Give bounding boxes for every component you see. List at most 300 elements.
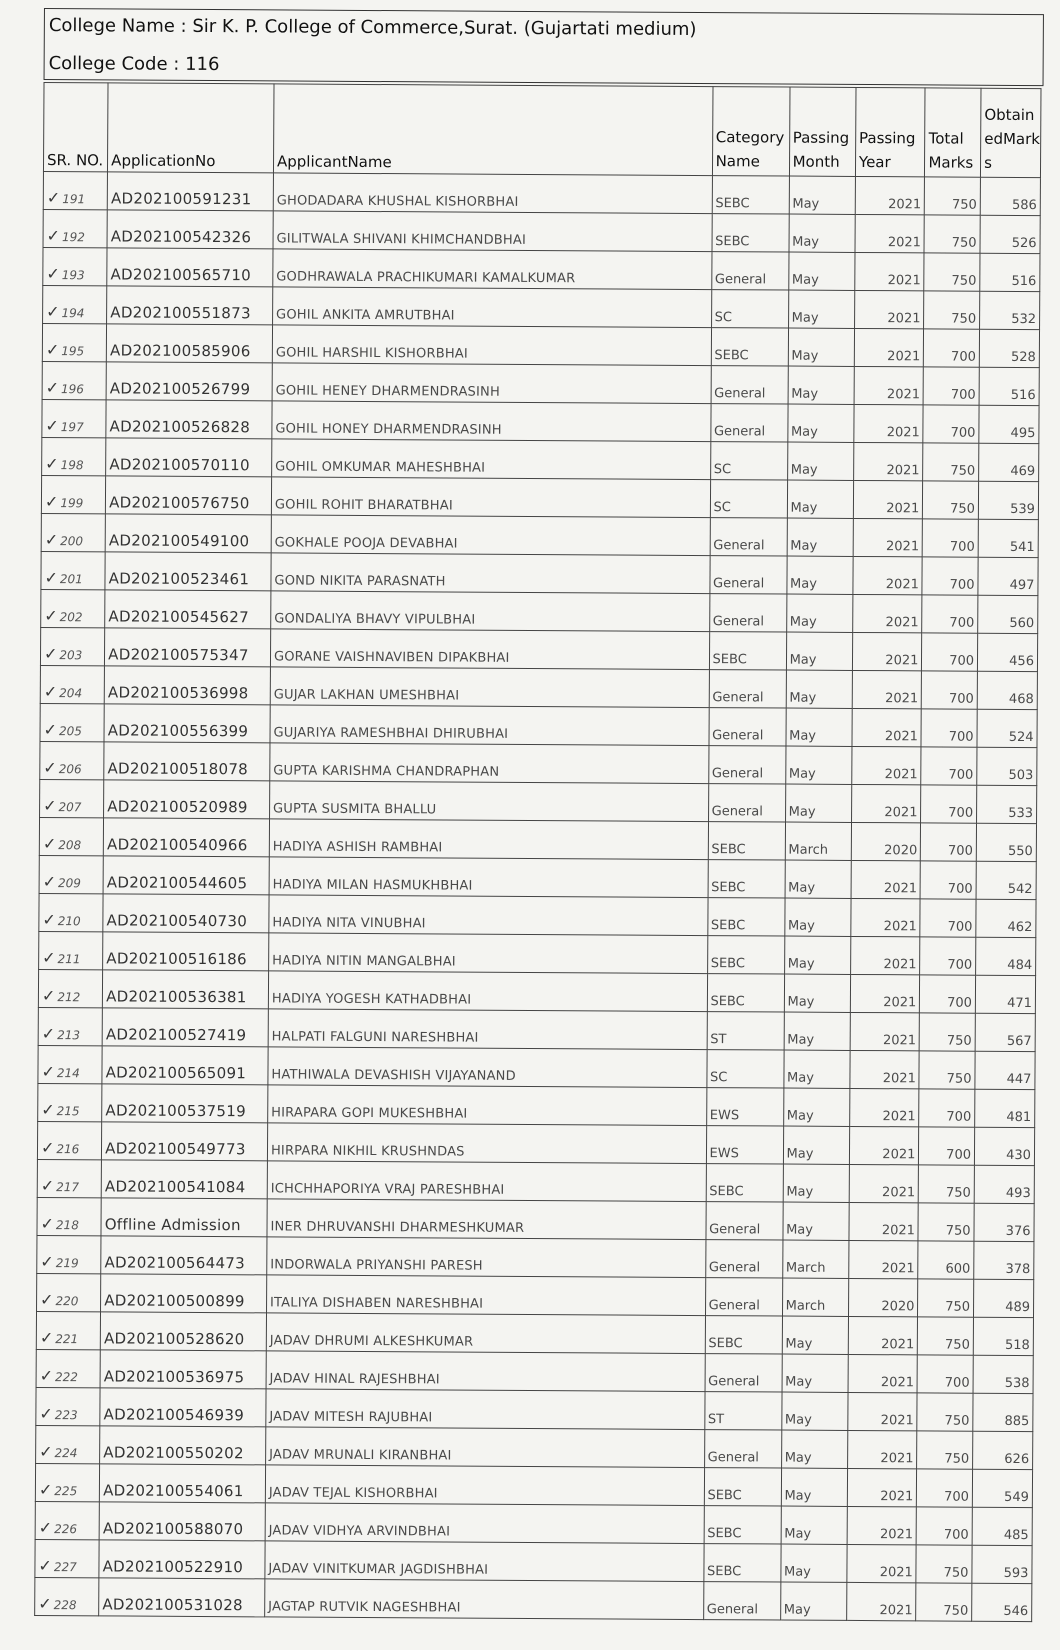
applicant-name-cell: GOKHALE POOJA DEVABHAI bbox=[271, 515, 710, 556]
total-marks-cell: 750 bbox=[919, 1165, 975, 1203]
category-cell: General bbox=[709, 670, 786, 708]
obtained-marks-cell: 493 bbox=[974, 1165, 1034, 1203]
applicant-name-cell: ICHCHHAPORIYA VRAJ PARESHBHAI bbox=[267, 1161, 706, 1202]
sr-no-cell bbox=[40, 665, 104, 703]
checkmark-icon: ✓ bbox=[41, 986, 56, 1006]
category-cell: SC bbox=[711, 290, 788, 328]
passing-month-cell: May bbox=[781, 1468, 848, 1506]
sr-no-text: 215 bbox=[56, 1104, 80, 1119]
table-row bbox=[37, 1197, 1034, 1241]
category-cell: General bbox=[711, 366, 788, 404]
checkmark-icon: ✓ bbox=[40, 1214, 55, 1234]
sr-no-cell bbox=[43, 285, 107, 323]
header-sr-no: SR. NO. bbox=[43, 83, 108, 172]
application-no-cell: AD202100536998 bbox=[104, 666, 270, 705]
applicant-name-cell: HIRAPARA GOPI MUKESHBHAI bbox=[268, 1085, 707, 1126]
checkmark-icon: ✓ bbox=[44, 530, 59, 550]
category-cell: SEBC bbox=[712, 214, 789, 252]
passing-year-cell: 2021 bbox=[851, 898, 921, 936]
sr-no-cell bbox=[40, 741, 104, 779]
passing-month-cell: May bbox=[788, 252, 855, 290]
passing-year-cell: 2021 bbox=[847, 1582, 917, 1620]
obtained-marks-cell: 518 bbox=[973, 1317, 1033, 1355]
applicant-name-cell: HALPATI FALGUNI NARESHBHAI bbox=[268, 1009, 707, 1050]
checkmark-icon: ✓ bbox=[43, 682, 58, 702]
table-row bbox=[40, 703, 1037, 747]
passing-year-cell: 2021 bbox=[853, 518, 923, 556]
passing-month-cell: May bbox=[786, 670, 853, 708]
passing-year-cell: 2021 bbox=[851, 860, 921, 898]
passing-month-cell: May bbox=[789, 176, 856, 214]
table-row bbox=[42, 323, 1039, 367]
total-marks-cell: 700 bbox=[921, 785, 977, 823]
college-header bbox=[44, 8, 1044, 86]
obtained-marks-cell: 593 bbox=[972, 1545, 1032, 1583]
applicant-name-cell: GOHIL HARSHIL KISHORBHAI bbox=[272, 325, 711, 366]
table-row bbox=[40, 741, 1037, 785]
category-cell: SEBC bbox=[708, 860, 785, 898]
passing-year-cell: 2021 bbox=[847, 1468, 917, 1506]
table-row bbox=[39, 893, 1036, 937]
table-row bbox=[43, 285, 1040, 329]
application-no-cell: AD202100554061 bbox=[100, 1464, 266, 1503]
application-no-cell: AD202100540966 bbox=[103, 818, 269, 857]
passing-year-cell: 2021 bbox=[849, 1126, 919, 1164]
passing-month-cell: May bbox=[784, 898, 851, 936]
sr-no-text: 206 bbox=[58, 762, 82, 777]
sr-no-text: 200 bbox=[60, 534, 84, 549]
table-row bbox=[40, 779, 1037, 823]
application-no-cell: AD202100518078 bbox=[104, 742, 270, 781]
sr-no-cell bbox=[37, 1235, 101, 1273]
application-no-cell: AD202100556399 bbox=[104, 704, 270, 743]
checkmark-icon: ✓ bbox=[41, 1062, 55, 1082]
sr-no-text: 210 bbox=[57, 914, 81, 929]
table-row bbox=[41, 513, 1038, 557]
checkmark-icon: ✓ bbox=[44, 568, 58, 588]
sr-no-cell bbox=[37, 1159, 101, 1197]
sr-no-cell bbox=[36, 1311, 100, 1349]
table-row bbox=[37, 1273, 1034, 1317]
sr-no-cell bbox=[35, 1463, 99, 1501]
sr-no-text: 207 bbox=[58, 800, 82, 815]
table-row bbox=[36, 1425, 1033, 1469]
sr-no-text: 222 bbox=[54, 1370, 78, 1385]
passing-month-cell: May bbox=[783, 1202, 850, 1240]
sr-no-cell bbox=[36, 1349, 100, 1387]
checkmark-icon: ✓ bbox=[44, 492, 59, 512]
table-row bbox=[40, 665, 1037, 709]
checkmark-icon: ✓ bbox=[38, 1479, 53, 1500]
total-marks-cell: 750 bbox=[916, 1583, 972, 1621]
application-no-cell: AD202100500899 bbox=[101, 1274, 267, 1313]
applicant-name-cell: GOHIL HONEY DHARMENDRASINH bbox=[272, 401, 711, 442]
application-no-cell: AD202100537519 bbox=[102, 1084, 268, 1123]
passing-year-cell: 2021 bbox=[848, 1316, 918, 1354]
category-cell: ST bbox=[707, 1012, 784, 1050]
applicant-name-cell: INER DHRUVANSHI DHARMESHKUMAR bbox=[267, 1199, 706, 1240]
application-no-cell: AD202100545627 bbox=[105, 590, 271, 629]
obtained-marks-cell: 526 bbox=[980, 215, 1040, 253]
table-row bbox=[39, 931, 1036, 975]
table-row bbox=[42, 399, 1039, 443]
total-marks-cell: 700 bbox=[922, 595, 978, 633]
obtained-marks-cell: 485 bbox=[972, 1507, 1032, 1545]
checkmark-icon: ✓ bbox=[43, 644, 58, 664]
sr-no-text: 221 bbox=[55, 1332, 79, 1347]
applicant-name-cell: GUJARIYA RAMESHBHAI DHIRUBHAI bbox=[270, 705, 709, 746]
checkmark-icon: ✓ bbox=[41, 1024, 56, 1044]
passing-month-cell: May bbox=[783, 1126, 850, 1164]
passing-month-cell: May bbox=[789, 214, 856, 252]
checkmark-icon: ✓ bbox=[44, 606, 58, 626]
passing-year-cell: 2021 bbox=[853, 442, 923, 480]
obtained-marks-cell: 484 bbox=[976, 937, 1036, 975]
category-cell: EWS bbox=[706, 1126, 783, 1164]
applicant-name-cell: GOND NIKITA PARASNATH bbox=[271, 553, 710, 594]
sr-no-text: 193 bbox=[61, 268, 85, 283]
passing-year-cell: 2021 bbox=[853, 480, 923, 518]
table-row bbox=[41, 475, 1038, 519]
checkmark-icon: ✓ bbox=[38, 1517, 53, 1538]
category-cell: SC bbox=[710, 480, 787, 518]
applicant-name-cell: GILITWALA SHIVANI KHIMCHANDBHAI bbox=[273, 211, 712, 252]
sr-no-cell bbox=[38, 1083, 102, 1121]
passing-year-cell: 2021 bbox=[850, 936, 920, 974]
passing-month-cell: May bbox=[782, 1316, 849, 1354]
obtained-marks-cell: 468 bbox=[977, 671, 1037, 709]
obtained-marks-cell: 528 bbox=[979, 329, 1039, 367]
total-marks-cell: 750 bbox=[923, 481, 979, 519]
passing-month-cell: May bbox=[780, 1582, 847, 1620]
sr-no-cell bbox=[37, 1197, 101, 1235]
application-no-cell: AD202100565710 bbox=[107, 248, 273, 287]
total-marks-cell: 700 bbox=[920, 937, 976, 975]
application-no-cell: AD202100522910 bbox=[99, 1540, 265, 1579]
total-marks-cell: 700 bbox=[920, 861, 976, 899]
passing-month-cell: May bbox=[785, 784, 852, 822]
passing-month-cell: May bbox=[787, 404, 854, 442]
sr-no-cell bbox=[39, 893, 103, 931]
applicant-name-cell: GUPTA SUSMITA BHALLU bbox=[269, 781, 708, 822]
sr-no-cell bbox=[41, 589, 105, 627]
checkmark-icon: ✓ bbox=[40, 1252, 54, 1272]
table-row bbox=[35, 1501, 1032, 1545]
category-cell: General bbox=[704, 1430, 781, 1468]
total-marks-cell: 750 bbox=[924, 215, 980, 253]
applicant-name-cell: HADIYA MILAN HASMUKHBHAI bbox=[269, 857, 708, 898]
header-total-marks: Total Marks bbox=[925, 88, 981, 177]
total-marks-cell: 750 bbox=[924, 253, 980, 291]
total-marks-cell: 700 bbox=[919, 1127, 975, 1165]
total-marks-cell: 700 bbox=[921, 823, 977, 861]
sr-no-cell bbox=[43, 247, 107, 285]
applicant-name-cell: GUPTA KARISHMA CHANDRAPHAN bbox=[270, 743, 709, 784]
checkmark-icon: ✓ bbox=[46, 302, 60, 322]
passing-year-cell: 2021 bbox=[853, 556, 923, 594]
applicant-name-cell: INDORWALA PRIYANSHI PARESH bbox=[267, 1237, 706, 1278]
passing-year-cell: 2021 bbox=[853, 594, 923, 632]
applicant-name-cell: GOHIL ANKITA AMRUTBHAI bbox=[273, 287, 712, 328]
applicant-name-cell: JADAV MITESH RAJUBHAI bbox=[266, 1389, 705, 1430]
passing-month-cell: May bbox=[781, 1392, 848, 1430]
application-no-cell: AD202100536381 bbox=[103, 970, 269, 1009]
total-marks-cell: 750 bbox=[920, 1013, 976, 1051]
application-no-cell: Offline Admission bbox=[101, 1198, 267, 1237]
passing-month-cell: March bbox=[782, 1278, 849, 1316]
passing-year-cell: 2021 bbox=[852, 746, 922, 784]
sr-no-text: 192 bbox=[61, 230, 85, 245]
application-no-cell: AD202100588070 bbox=[99, 1502, 265, 1541]
table-row bbox=[36, 1349, 1033, 1393]
category-cell: SC bbox=[710, 442, 787, 480]
passing-year-cell: 2021 bbox=[849, 1202, 919, 1240]
checkmark-icon: ✓ bbox=[39, 1365, 54, 1386]
obtained-marks-cell: 471 bbox=[975, 975, 1035, 1013]
checkmark-icon: ✓ bbox=[42, 948, 56, 968]
application-no-cell: AD202100564473 bbox=[101, 1236, 267, 1275]
applicant-name-cell: JAGTAP RUTVIK NAGESHBHAI bbox=[265, 1579, 704, 1620]
sr-no-cell bbox=[39, 931, 103, 969]
table-row bbox=[39, 817, 1036, 861]
application-no-cell: AD202100540730 bbox=[103, 894, 269, 933]
passing-year-cell: 2021 bbox=[852, 708, 922, 746]
application-no-cell: AD202100585906 bbox=[106, 324, 272, 363]
category-cell: General bbox=[709, 708, 786, 746]
application-no-cell: AD202100575347 bbox=[105, 628, 271, 667]
sr-no-text: 194 bbox=[61, 306, 85, 321]
application-no-cell: AD202100520989 bbox=[104, 780, 270, 819]
sr-no-text: 204 bbox=[59, 686, 83, 701]
total-marks-cell: 750 bbox=[916, 1545, 972, 1583]
checkmark-icon: ✓ bbox=[42, 872, 57, 892]
obtained-marks-cell: 503 bbox=[977, 747, 1037, 785]
category-cell: General bbox=[703, 1582, 780, 1620]
passing-year-cell: 2021 bbox=[850, 1088, 920, 1126]
passing-month-cell: May bbox=[782, 1354, 849, 1392]
passing-month-cell: May bbox=[783, 1050, 850, 1088]
applicant-name-cell: GODHRAWALA PRACHIKUMARI KAMALKUMAR bbox=[273, 249, 712, 290]
table-row bbox=[35, 1539, 1032, 1583]
header-obtained-marks: Obtain edMark s bbox=[981, 88, 1041, 177]
application-no-cell: AD202100550202 bbox=[100, 1426, 266, 1465]
total-marks-cell: 700 bbox=[922, 557, 978, 595]
sr-no-text: 211 bbox=[57, 952, 81, 967]
checkmark-icon: ✓ bbox=[39, 1441, 53, 1462]
obtained-marks-cell: 532 bbox=[980, 291, 1040, 329]
sr-no-text: 213 bbox=[57, 1028, 81, 1043]
passing-year-cell: 2021 bbox=[854, 290, 924, 328]
sr-no-text: 214 bbox=[56, 1066, 80, 1081]
applicant-name-cell: HADIYA ASHISH RAMBHAI bbox=[269, 819, 708, 860]
application-no-cell: AD202100527419 bbox=[102, 1008, 268, 1047]
checkmark-icon: ✓ bbox=[46, 188, 61, 208]
checkmark-icon: ✓ bbox=[46, 226, 61, 246]
application-no-cell: AD202100536975 bbox=[100, 1350, 266, 1389]
applicant-name-cell: GOHIL HENEY DHARMENDRASINH bbox=[272, 363, 711, 404]
applicants-table bbox=[34, 82, 1041, 1622]
checkmark-icon: ✓ bbox=[38, 1555, 52, 1576]
sr-no-cell bbox=[40, 627, 104, 665]
category-cell: SEBC bbox=[707, 898, 784, 936]
sr-no-cell bbox=[38, 969, 102, 1007]
applicant-name-cell: GHODADARA KHUSHAL KISHORBHAI bbox=[273, 173, 712, 214]
total-marks-cell: 750 bbox=[925, 177, 981, 215]
sr-no-cell bbox=[43, 171, 107, 209]
sr-no-text: 216 bbox=[56, 1142, 80, 1157]
application-no-cell: AD202100546939 bbox=[100, 1388, 266, 1427]
sr-no-cell bbox=[36, 1425, 100, 1463]
total-marks-cell: 700 bbox=[924, 329, 980, 367]
obtained-marks-cell: 539 bbox=[978, 481, 1038, 519]
passing-year-cell: 2021 bbox=[847, 1544, 917, 1582]
checkmark-icon: ✓ bbox=[42, 910, 56, 930]
application-no-cell: AD202100551873 bbox=[107, 286, 273, 325]
checkmark-icon: ✓ bbox=[40, 1176, 55, 1196]
passing-month-cell: May bbox=[783, 1164, 850, 1202]
sr-no-text: 208 bbox=[58, 838, 82, 853]
applicant-name-cell: JADAV TEJAL KISHORBHAI bbox=[265, 1465, 704, 1506]
category-cell: SEBC bbox=[707, 936, 784, 974]
sr-no-text: 201 bbox=[59, 572, 83, 587]
passing-month-cell: May bbox=[780, 1544, 847, 1582]
category-cell: SC bbox=[706, 1050, 783, 1088]
checkmark-icon: ✓ bbox=[43, 758, 57, 778]
passing-year-cell: 2021 bbox=[852, 670, 922, 708]
category-cell: General bbox=[708, 746, 785, 784]
category-cell: SEBC bbox=[708, 822, 785, 860]
checkmark-icon: ✓ bbox=[43, 720, 58, 740]
obtained-marks-cell: 489 bbox=[974, 1279, 1034, 1317]
total-marks-cell: 750 bbox=[917, 1393, 973, 1431]
total-marks-cell: 700 bbox=[923, 405, 979, 443]
sr-no-cell bbox=[40, 779, 104, 817]
obtained-marks-cell: 885 bbox=[973, 1393, 1033, 1431]
sr-no-cell bbox=[43, 209, 107, 247]
sr-no-text: 227 bbox=[53, 1560, 77, 1575]
table-row bbox=[35, 1463, 1032, 1507]
sr-no-cell bbox=[41, 551, 105, 589]
total-marks-cell: 700 bbox=[922, 671, 978, 709]
category-cell: SEBC bbox=[704, 1468, 781, 1506]
passing-year-cell: 2020 bbox=[851, 822, 921, 860]
obtained-marks-cell: 586 bbox=[980, 177, 1040, 215]
passing-month-cell: May bbox=[788, 328, 855, 366]
total-marks-cell: 750 bbox=[918, 1317, 974, 1355]
passing-month-cell: May bbox=[784, 936, 851, 974]
total-marks-cell: 700 bbox=[917, 1355, 973, 1393]
application-no-cell: AD202100576750 bbox=[106, 476, 272, 515]
total-marks-cell: 700 bbox=[920, 899, 976, 937]
passing-month-cell: March bbox=[782, 1240, 849, 1278]
table-row bbox=[37, 1159, 1034, 1203]
passing-month-cell: May bbox=[784, 1012, 851, 1050]
passing-month-cell: May bbox=[786, 708, 853, 746]
obtained-marks-cell: 538 bbox=[973, 1355, 1033, 1393]
sr-no-cell bbox=[35, 1501, 99, 1539]
passing-year-cell: 2021 bbox=[850, 974, 920, 1012]
checkmark-icon: ✓ bbox=[41, 1100, 55, 1120]
table-row bbox=[37, 1235, 1034, 1279]
obtained-marks-cell: 376 bbox=[974, 1203, 1034, 1241]
sr-no-cell bbox=[35, 1577, 99, 1615]
header-category-name: Category Name bbox=[712, 87, 790, 176]
sr-no-text: 205 bbox=[58, 724, 82, 739]
obtained-marks-cell: 549 bbox=[972, 1469, 1032, 1507]
admission-list-sheet bbox=[34, 4, 1044, 1620]
table-row bbox=[36, 1311, 1033, 1355]
category-cell: EWS bbox=[706, 1088, 783, 1126]
checkmark-icon: ✓ bbox=[38, 1593, 52, 1614]
table-row bbox=[38, 1083, 1035, 1127]
application-no-cell: AD202100549100 bbox=[105, 514, 271, 553]
applicant-name-cell: JADAV VIDHYA ARVINDBHAI bbox=[265, 1503, 704, 1544]
application-no-cell: AD202100570110 bbox=[106, 438, 272, 477]
applicant-name-cell: ITALIYA DISHABEN NARESHBHAI bbox=[266, 1275, 705, 1316]
applicant-name-cell: JADAV VINITKUMAR JAGDISHBHAI bbox=[265, 1541, 704, 1582]
category-cell: SEBC bbox=[709, 632, 786, 670]
sr-no-cell bbox=[36, 1387, 100, 1425]
total-marks-cell: 700 bbox=[920, 975, 976, 1013]
total-marks-cell: 700 bbox=[917, 1469, 973, 1507]
checkmark-icon: ✓ bbox=[45, 378, 60, 398]
obtained-marks-cell: 481 bbox=[975, 1089, 1035, 1127]
passing-year-cell: 2021 bbox=[850, 1012, 920, 1050]
applicant-name-cell: HADIYA NITA VINUBHAI bbox=[269, 895, 708, 936]
checkmark-icon: ✓ bbox=[39, 1403, 53, 1424]
passing-month-cell: March bbox=[785, 822, 852, 860]
sr-no-cell bbox=[41, 513, 105, 551]
category-cell: SEBC bbox=[711, 328, 788, 366]
college-name: College Name : Sir K. P. College of Commerce,Surat. (Gujartati medium) bbox=[48, 15, 697, 40]
passing-year-cell: 2021 bbox=[854, 366, 924, 404]
passing-year-cell: 2021 bbox=[854, 404, 924, 442]
passing-year-cell: 2021 bbox=[849, 1164, 919, 1202]
application-no-cell: AD202100523461 bbox=[105, 552, 271, 591]
applicant-name-cell: JADAV HINAL RAJESHBHAI bbox=[266, 1351, 705, 1392]
total-marks-cell: 700 bbox=[919, 1089, 975, 1127]
sr-no-cell bbox=[42, 437, 106, 475]
passing-year-cell: 2021 bbox=[849, 1240, 919, 1278]
checkmark-icon: ✓ bbox=[45, 454, 59, 474]
sr-no-text: 203 bbox=[59, 648, 83, 663]
passing-year-cell: 2021 bbox=[855, 252, 925, 290]
obtained-marks-cell: 626 bbox=[973, 1431, 1033, 1469]
table-row bbox=[43, 171, 1040, 215]
table-row bbox=[35, 1577, 1032, 1621]
applicant-name-cell: JADAV MRUNALI KIRANBHAI bbox=[266, 1427, 705, 1468]
category-cell: General bbox=[711, 252, 788, 290]
sr-no-cell bbox=[35, 1539, 99, 1577]
table-row bbox=[37, 1121, 1034, 1165]
passing-year-cell: 2021 bbox=[850, 1050, 920, 1088]
obtained-marks-cell: 550 bbox=[976, 823, 1036, 861]
passing-month-cell: May bbox=[784, 974, 851, 1012]
passing-year-cell: 2021 bbox=[855, 214, 925, 252]
sr-no-text: 209 bbox=[57, 876, 81, 891]
table-row bbox=[43, 247, 1040, 291]
sr-no-cell bbox=[38, 1045, 102, 1083]
applicant-name-cell: HATHIWALA DEVASHISH VIJAYANAND bbox=[268, 1047, 707, 1088]
sr-no-cell bbox=[40, 703, 104, 741]
checkmark-icon: ✓ bbox=[45, 340, 60, 360]
obtained-marks-cell: 541 bbox=[978, 519, 1038, 557]
sr-no-cell bbox=[39, 855, 103, 893]
total-marks-cell: 700 bbox=[922, 633, 978, 671]
passing-year-cell: 2021 bbox=[854, 328, 924, 366]
sr-no-text: 199 bbox=[60, 496, 84, 511]
sr-no-text: 225 bbox=[54, 1484, 78, 1499]
